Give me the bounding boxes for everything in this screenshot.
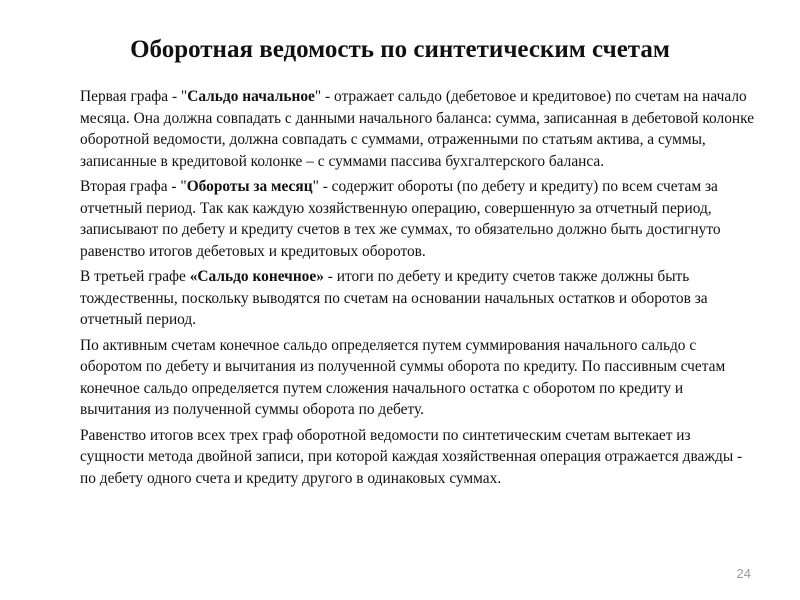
slide-body bbox=[80, 86, 756, 493]
paragraph-text: По активным счетам конечное сальдо определяется путем суммирования начального сальдо с оборотом по дебету и вычитания из полученной суммы оборота по кредиту. По пассивным счетам конечное сальдо определяется путем сложения начального остатка с оборотом по кредиту и вычитания из полученной суммы оборота по дебету. bbox=[80, 336, 726, 418]
paragraph-text: " - содержит обороты (по дебету и кредиту) по всем счетам за отчетный период. Так как каждую хозяйственную операцию, совершенную за отчетный период, записывают по дебету и кредиту счетов в тех же суммах, то обязательно должно быть достигнуто равенство итогов дебетовых и кредитовых оборотов. bbox=[80, 178, 721, 260]
paragraph-turnover bbox=[80, 176, 756, 262]
paragraph-text: Равенство итогов всех трех граф оборотной ведомости по синтетическим счетам вытекает из сущности метода двойной записи, при которой каждая хозяйственная операция отражается дважды - по дебету одного счета и кредиту другого в одинаковых суммах. bbox=[80, 426, 743, 487]
paragraph-text: Вторая графа - " bbox=[80, 178, 187, 195]
page-number: 24 bbox=[736, 566, 751, 581]
slide-title: Оборотная ведомость по синтетическим счетам bbox=[130, 36, 670, 63]
paragraph-saldo-start bbox=[80, 86, 756, 172]
paragraph-text: " - отражает сальдо (дебетовое и кредитовое) по счетам на начало месяца. Она должна совпадать с данными начального баланса: сумма, записанная в дебетовой колонке оборотной ведомости, должна совпадать с суммами, отраженными по статьям актива, а суммы, записанные в кредитовой колонке – с суммами пассива бухгалтерского баланса. bbox=[80, 88, 755, 170]
term-turnover: Обороты за месяц bbox=[186, 178, 313, 195]
paragraph-text: В третьей графе bbox=[80, 268, 190, 285]
paragraph-saldo-end bbox=[80, 266, 756, 331]
paragraph-double-entry bbox=[80, 425, 756, 490]
paragraph-text: - итоги по дебету и кредиту счетов также должны быть тождественны, поскольку выводятся по счетам на основании начальных остатков и оборотов за отчетный период. bbox=[80, 268, 708, 328]
paragraph-active-passive bbox=[80, 335, 756, 421]
paragraph-text: Первая графа - " bbox=[80, 88, 188, 105]
term-saldo-start: Сальдо начальное bbox=[187, 88, 315, 105]
term-saldo-end: «Сальдо конечное» bbox=[189, 268, 324, 285]
